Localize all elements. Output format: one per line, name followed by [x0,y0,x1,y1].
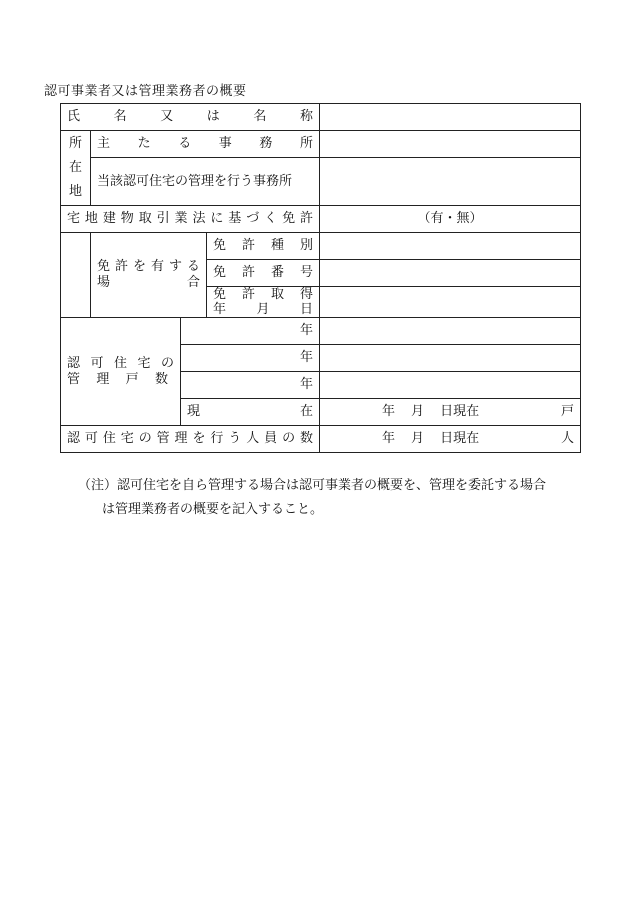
license-date-label: 免 許 取 得 年 月 日 [207,287,320,318]
location-label: 所 在 地 [61,131,91,206]
units-year-3-label[interactable]: 年 [181,372,320,399]
units-year-2-value-field[interactable] [320,345,581,372]
license-date-value-field[interactable] [320,287,581,318]
row-units-year-1 [61,318,581,345]
units-year-1-value-field[interactable] [320,318,581,345]
staff-count-label: 認 可 住 宅 の 管 理 を 行 う 人 員 の 数 [61,426,320,453]
footnote [78,474,598,522]
license-type-value-field[interactable] [320,233,581,260]
license-yes-no-value[interactable]: （有・無） [320,206,581,233]
footnote-line-1: （注）認可住宅を自ら管理する場合は認可事業者の概要を、管理を委託する場合 [78,478,547,493]
units-year-3-value-field[interactable] [320,372,581,399]
row-managing-office [61,158,581,206]
name-label [61,104,320,131]
row-main-office [61,131,581,158]
main-office-label: 主 た る 事 務 所 [91,131,320,158]
form-title: 認可事業者又は管理業務者の概要 [44,84,247,99]
managed-units-label: 認 可 住 宅 の 管 理 戸 数 [61,318,181,426]
units-year-2-label[interactable]: 年 [181,345,320,372]
units-current-value-field[interactable]: 年 月 日現在 戸 [320,399,581,426]
units-current-label: 現 在 [181,399,320,426]
overview-table [60,103,581,453]
managing-office-value-field[interactable] [320,158,581,206]
row-license [61,206,581,233]
if-licensed-label: 免 許 を 有 す る 場 合 [91,233,207,318]
row-name [61,104,581,131]
name-label-text: 氏 名 又 は 名 称 [67,109,313,124]
license-number-value-field[interactable] [320,260,581,287]
license-blank-indent [61,233,91,318]
license-label: 宅 地 建 物 取 引 業 法 に 基 づ く 免 許 [61,206,320,233]
main-office-value-field[interactable] [320,131,581,158]
license-number-label: 免 許 番 号 [207,260,320,287]
row-staff-count [61,426,581,453]
units-year-1-label[interactable]: 年 [181,318,320,345]
footnote-line-2: は管理業務者の概要を記入すること。 [102,502,324,517]
license-type-label: 免 許 種 別 [207,233,320,260]
staff-count-value-field[interactable]: 年 月 日現在 人 [320,426,581,453]
managing-office-label: 当該認可住宅の管理を行う事務所 [91,158,320,206]
row-license-type [61,233,581,260]
name-value-field[interactable] [320,104,581,131]
